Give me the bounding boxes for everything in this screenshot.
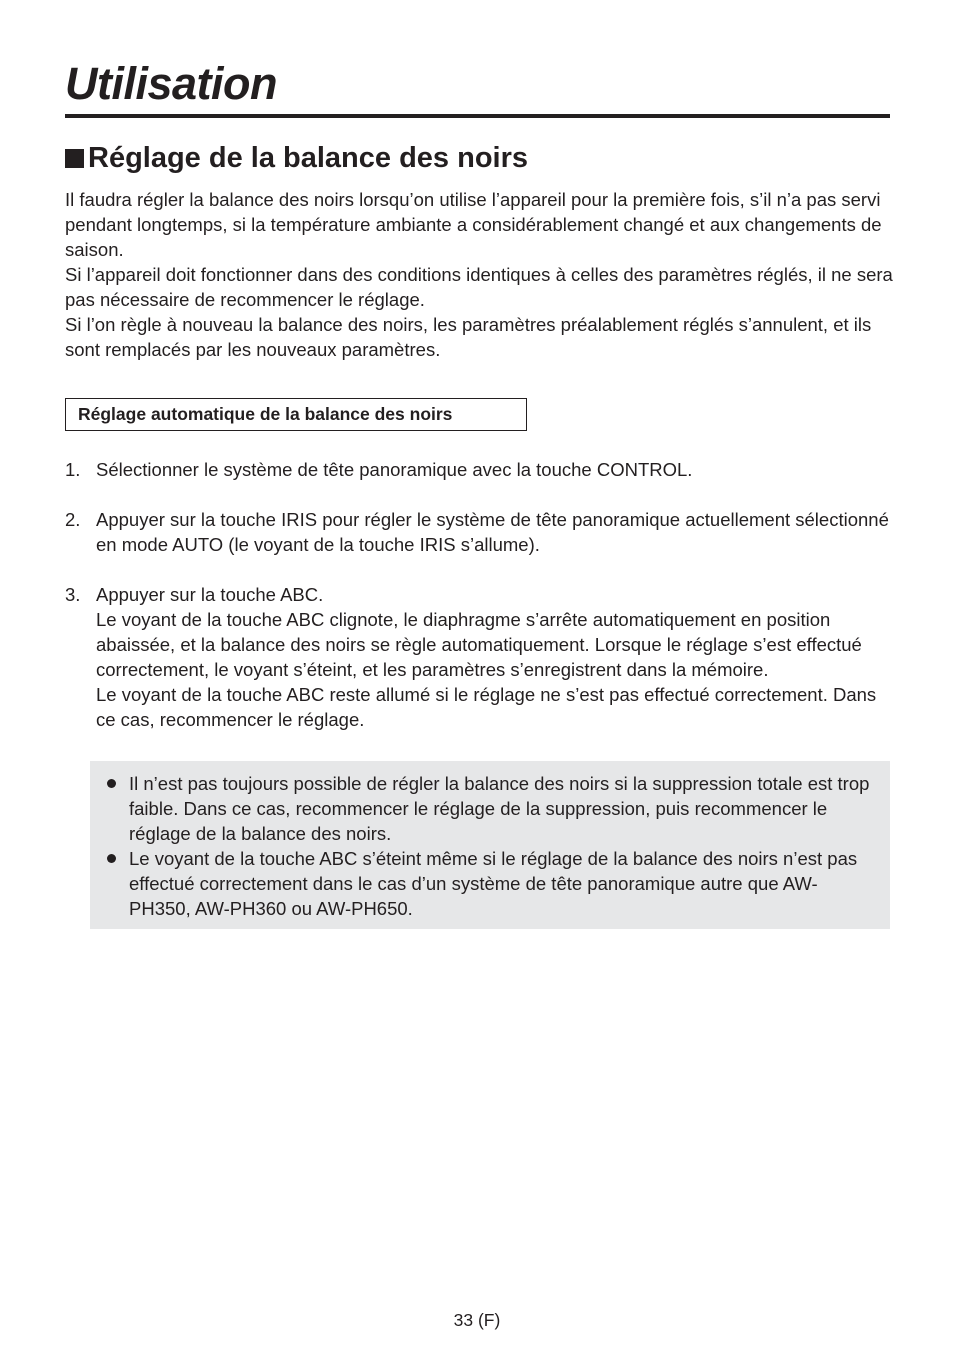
step-text: Appuyer sur la touche ABC.: [96, 584, 324, 605]
note-item: [104, 771, 878, 846]
intro-text: [65, 187, 895, 362]
step-number: 2.: [65, 509, 81, 530]
note-text: Il n’est pas toujours possible de régler la balance des noirs si la suppression totale est trop faible. Dans ce cas, recommencer le réglage de la suppression, puis recommencer le réglage de la balance des noirs.: [129, 773, 870, 844]
section-heading: [65, 140, 528, 176]
intro-paragraph: Si l’on règle à nouveau la balance des noirs, les paramètres préalablement réglés s’annulent, et ils sont remplacés par les nouveaux paramètres.: [65, 314, 872, 360]
step-number: 1.: [65, 459, 81, 480]
page-title: Utilisation: [65, 58, 278, 109]
intro-paragraph: Il faudra régler la balance des noirs lorsqu’on utilise l’appareil pour la première fois, s’il n’a pas servi pendant longtemps, si la température ambiante a considérablement changé et aux changements de saison.: [65, 189, 882, 260]
steps-list: [65, 457, 895, 757]
black-square-icon: [65, 149, 84, 168]
notes-box: [90, 761, 890, 929]
note-text: Le voyant de la touche ABC s’éteint même si le réglage de la balance des noirs n’est pas effectué correctement dans le cas d’un système de tête panoramique autre que AW-PH350, AW-PH360 ou AW-PH650.: [129, 848, 858, 919]
step-text: Sélectionner le système de tête panoramique avec la touche CONTROL.: [96, 459, 693, 480]
step-number: 3.: [65, 584, 81, 605]
step-item: [65, 582, 895, 732]
section-heading-text: Réglage de la balance des noirs: [88, 142, 528, 174]
step-text: Appuyer sur la touche IRIS pour régler le système de tête panoramique actuellement sélectionné en mode AUTO (le voyant de la touche IRIS s’allume).: [96, 509, 889, 555]
bullet-icon: [107, 779, 116, 788]
intro-paragraph: Si l’appareil doit fonctionner dans des conditions identiques à celles des paramètres réglés, il ne sera pas nécessaire de recommencer le réglage.: [65, 264, 893, 310]
title-divider: [65, 114, 890, 118]
step-item: [65, 507, 895, 557]
step-text: Le voyant de la touche ABC reste allumé si le réglage ne s’est pas effectué correctement. Dans ce cas, recommencer le réglage.: [96, 684, 877, 730]
subsection-heading: Réglage automatique de la balance des noirs: [65, 398, 527, 431]
page-number: 33 (F): [453, 1310, 501, 1330]
bullet-icon: [107, 854, 116, 863]
step-item: [65, 457, 895, 482]
step-text: Le voyant de la touche ABC clignote, le diaphragme s’arrête automatiquement en position abaissée, et la balance des noirs se règle automatiquement. Lorsque le réglage s’est effectué correctement, le voyant s’éteint, et les paramètres s’enregistrent dans la mémoire.: [96, 609, 862, 680]
note-item: [104, 846, 878, 921]
